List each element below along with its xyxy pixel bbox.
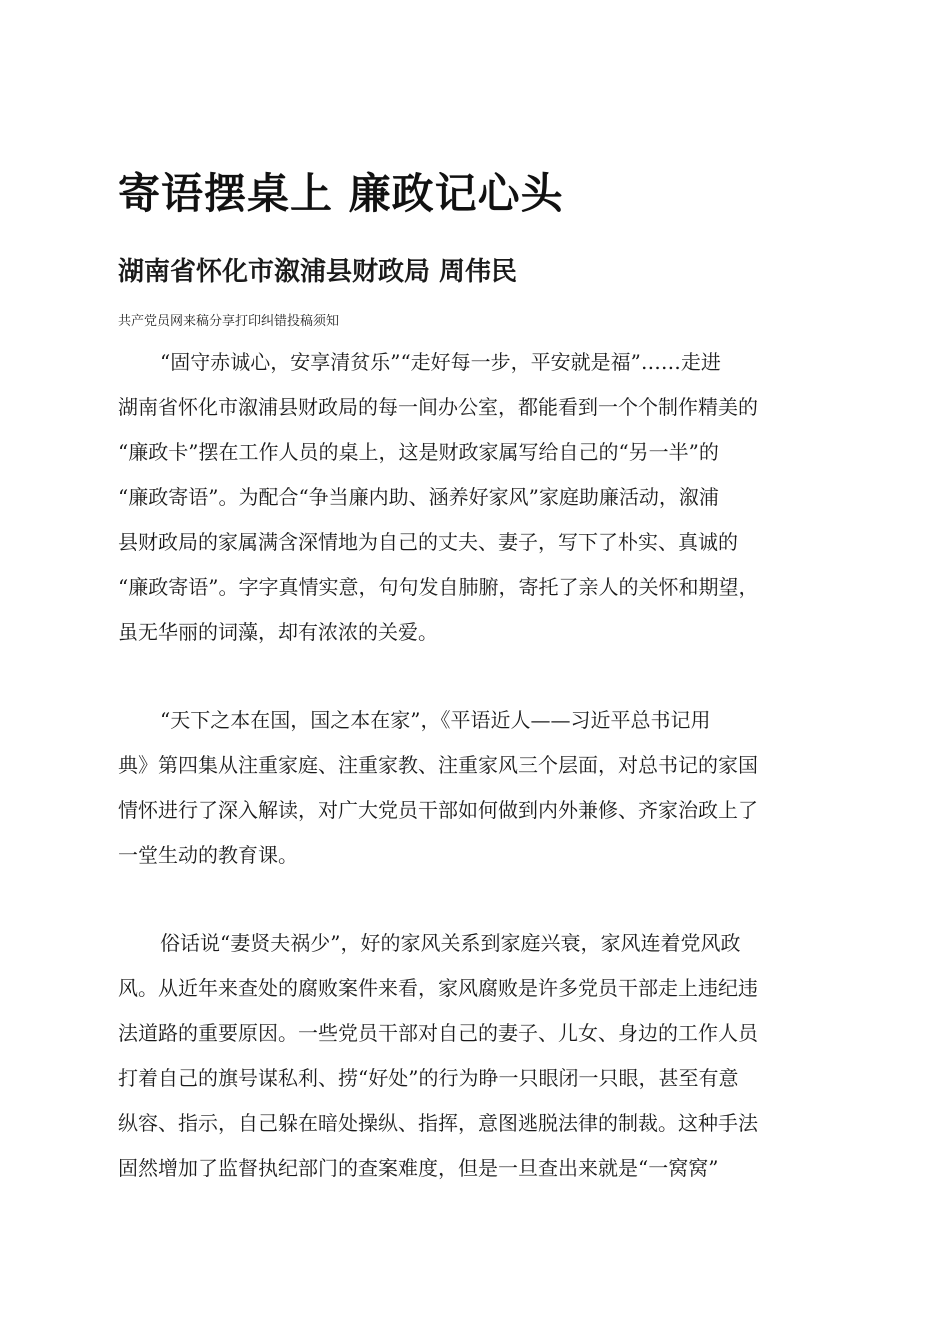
paragraph-line: 一堂生动的教育课。 <box>118 843 298 867</box>
paragraph-line: 情怀进行了深入解读，对广大党员干部如何做到内外兼修、齐家治政上了 <box>118 798 758 822</box>
paragraph-line: 固然增加了监督执纪部门的查案难度，但是一旦查出来就是“一窝窝” <box>118 1156 719 1180</box>
paragraph-line: 县财政局的家属满含深情地为自己的丈夫、妻子，写下了朴实、真诚的 <box>118 530 738 554</box>
paragraph-line: 法道路的重要原因。一些党员干部对自己的妻子、儿女、身边的工作人员 <box>118 1021 758 1045</box>
paragraph-line: 典》第四集从注重家庭、注重家教、注重家风三个层面，对总书记的家国 <box>118 753 758 777</box>
paragraph-line: “固守赤诚心，安享清贫乐”“走好每一步，平安就是福”……走进 <box>160 350 721 374</box>
source-line: 共产党员网来稿分享打印纠错投稿须知 <box>118 314 340 329</box>
paragraph-line: “廉政卡”摆在工作人员的桌上，这是财政家属写给自己的“另一半”的 <box>118 440 719 464</box>
paragraph-line: “廉政寄语”。为配合“争当廉内助、涵养好家风”家庭助廉活动，溆浦 <box>118 485 719 509</box>
paragraph-line: 俗话说“妻贤夫祸少”，好的家风关系到家庭兴衰，家风连着党风政 <box>160 931 741 955</box>
paragraph-3 <box>118 921 818 1191</box>
paragraph-2 <box>118 698 818 878</box>
paragraph-line: “天下之本在国，国之本在家”，《平语近人——习近平总书记用 <box>160 708 711 732</box>
paragraph-line: 湖南省怀化市溆浦县财政局的每一间办公室，都能看到一个个制作精美的 <box>118 395 758 419</box>
paragraph-1 <box>118 340 818 655</box>
paragraph-line: 风。从近年来查处的腐败案件来看，家风腐败是许多党员干部走上违纪违 <box>118 976 758 1000</box>
paragraph-line: 打着自己的旗号谋私利、捞“好处”的行为睁一只眼闭一只眼，甚至有意 <box>118 1066 739 1090</box>
article-title: 寄语摆桌上 廉政记心头 <box>118 169 564 218</box>
paragraph-line: 纵容、指示，自己躲在暗处操纵、指挥，意图逃脱法律的制裁。这种手法 <box>118 1111 758 1135</box>
paragraph-line: “廉政寄语”。字字真情实意，句句发自肺腑，寄托了亲人的关怀和期望， <box>118 575 759 599</box>
paragraph-line: 虽无华丽的词藻，却有浓浓的关爱。 <box>118 620 438 644</box>
article-author: 湖南省怀化市溆浦县财政局 周伟民 <box>118 257 518 287</box>
